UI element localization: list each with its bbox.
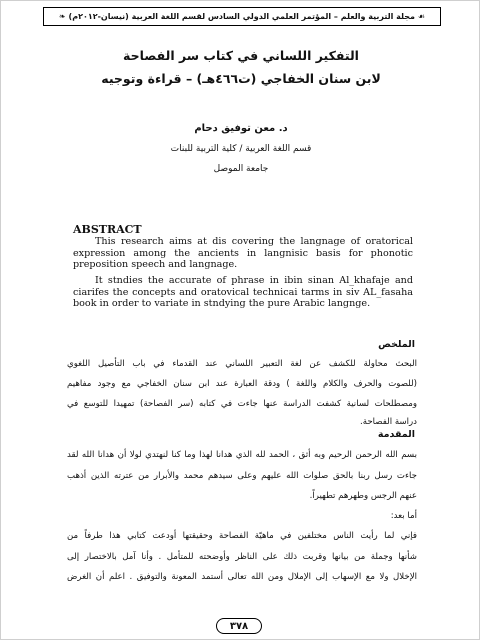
abstract-paragraph-1: This research aims at dis covering the langnage of oratorical expression among the ancients in langnisic basis for phonotic preposition speech and langnage.	[73, 236, 413, 271]
introduction-line: شأنها وجملة من بيانها وقربت ذلك على الناظر وأوضحته للمتأمل . وأنا آمل بالاختصار إلى	[67, 552, 417, 562]
author-university: جامعة الموصل	[213, 164, 269, 174]
introduction-line: بسم الله الرحمن الرحيم وبه أثق ، الحمد لله الذي هدانا لهذا وما كنا لنهتدي لولا أن هدانا الله لقد	[67, 450, 417, 460]
paper-title-line2: لابن سنان الخفاجي (ت٤٦٦هـ) – قراءة وتوجيه	[101, 71, 381, 86]
introduction-line: جاءت رسل ربنا بالحق صلوات الله عليهم وعلى سيدهم محمد والأبرار من عترته الذين أذهب	[67, 471, 417, 481]
introduction-line: أما بعد:	[390, 511, 417, 521]
introduction-line: فإني لما رأيت الناس مختلفين في ماهيّة الفصاحة وحقيقتها أودعت كتابي هذا طرفاً من	[67, 531, 417, 541]
summary-heading: الملخص	[378, 339, 415, 350]
paper-title-line1: التفكير اللساني في كتاب سر الفصاحة	[123, 48, 359, 63]
abstract-paragraph-2: It stndies the accurate of phrase in ibin sinan Al_khafaje and ciarifes the concepts and oratovical technicai tarms in siv AL_fasaha book in order to variate in stndying the pure Arabic langnge.	[73, 275, 413, 310]
abstract-heading: ABSTRACT	[73, 223, 142, 236]
introduction-line: عنهم الرجس وطهرهم تطهيراً.	[309, 491, 417, 501]
header-ornament-right: ☙	[418, 12, 426, 21]
summary-line: دراسة الفصاحة.	[360, 417, 417, 427]
page-number: ٣٧٨	[216, 618, 262, 634]
introduction-line: الإخلال ولا مع الإسهاب إلى الإملال ومن الله تعالى أستمد المعونة والتوفيق . اعلم أن الغرض	[67, 572, 417, 582]
summary-line: البحث محاولة للكشف عن لغة التعبير اللساني عند القدماء في باب التأصيل اللغوي	[67, 359, 417, 369]
header-text: مجلة التربية والعلم – المؤتمر العلمي الدولي السادس لقسم اللغة العربية (نيسان-٢٠١٢م)	[68, 12, 416, 21]
summary-line: (للصوت والحرف والكلام واللغة ) ودقة العبارة عند ابن سنان الخفاجي مع وجود مفاهيم	[67, 379, 417, 389]
introduction-heading: المقدمة	[377, 429, 415, 440]
journal-header	[43, 7, 441, 26]
header-ornament-left: ❧	[58, 12, 66, 21]
author-name: د. معن توفيق دحام	[194, 123, 288, 134]
author-department: قسم اللغة العربية / كلية التربية للبنات	[170, 144, 312, 154]
summary-line: ومصطلحات لسانية كشفت الدراسة عنها جاءت في كتابه (سر الفصاحة) تمهيدا للتوسع في	[67, 399, 417, 409]
